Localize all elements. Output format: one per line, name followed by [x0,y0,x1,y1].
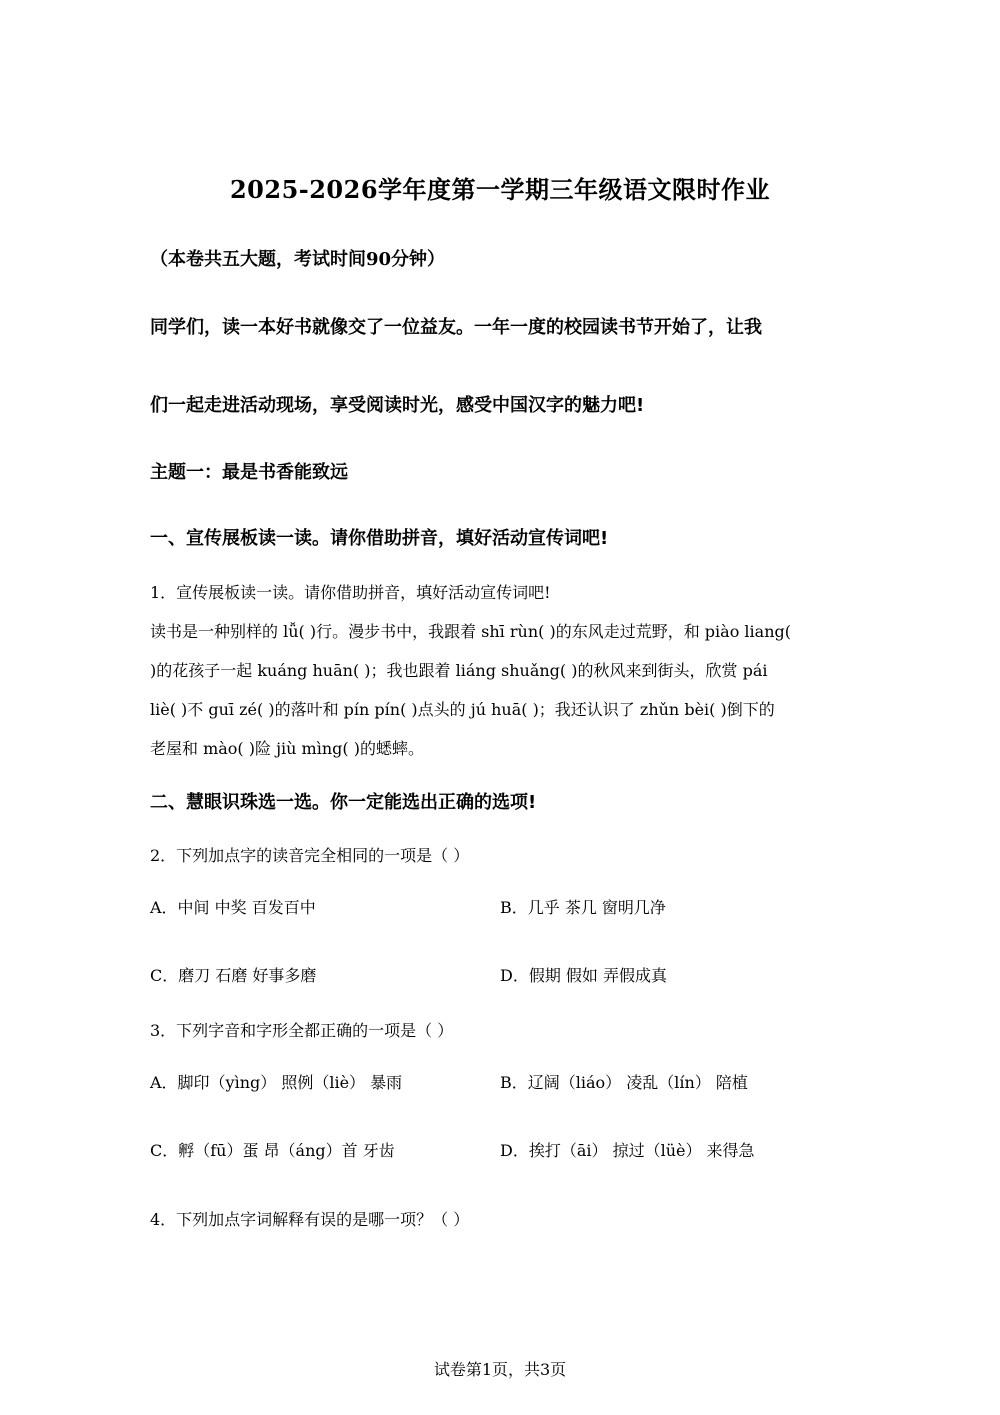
exam-subtitle: （本卷共五大题，考试时间90分钟） [150,249,446,270]
question-1-line-1: 读书是一种别样的 lǚ( )行。漫步书中，我跟着 shī rùn( )的东风走过荒野，和 piào liang( [150,622,791,641]
question-2-stem: 2．下列加点字的读音完全相同的一项是（ ） [150,846,470,865]
question-1-line-3: liè( )不 guī zé( )的落叶和 pín pín( )点头的 jú huā( )；我还认识了 zhǔn bèi( )倒下的 [150,700,775,719]
page-title: 2025-2026学年度第一学期三年级语文限时作业 [229,175,771,204]
question-2-option-c: C．磨刀 石磨 好事多磨 [150,966,317,985]
page-footer: 试卷第1页，共3页 [433,1360,567,1379]
question-3-option-d: D．挨打（āi） 掠过（lüè） 来得急 [500,1141,755,1160]
intro-line-1: 同学们，读一本好书就像交了一位益友。一年一度的校园读书节开始了，让我 [150,317,762,338]
section-1-heading: 一、宣传展板读一读。请你借助拼音，填好活动宣传词吧! [150,528,609,549]
theme-heading: 主题一：最是书香能致远 [150,462,348,483]
question-2-option-a: A．中间 中奖 百发百中 [150,898,316,917]
question-2-option-d: D．假期 假如 弄假成真 [500,966,668,985]
question-4-stem: 4．下列加点字词解释有误的是哪一项？（ ） [150,1210,470,1229]
question-1-stem: 1．宣传展板读一读。请你借助拼音，填好活动宣传词吧! [150,583,551,602]
question-3-option-c: C．孵（fū）蛋 昂（áng）首 牙齿 [150,1141,395,1160]
question-3-stem: 3．下列字音和字形全都正确的一项是（ ） [150,1021,454,1040]
question-2-option-b: B．几乎 茶几 窗明几净 [500,898,666,917]
question-1-line-2: )的花孩子一起 kuáng huān( )；我也跟着 liáng shuǎng( )的秋风来到街头，欣赏 pái [150,661,768,680]
question-3-option-a: A．脚印（yìng） 照例（liè） 暴雨 [150,1073,403,1092]
question-1-line-4: 老屋和 mào( )险 jiù mìng( )的蟋蟀。 [150,739,424,758]
intro-line-2: 们一起走进活动现场，享受阅读时光，感受中国汉字的魅力吧! [150,395,645,416]
section-2-heading: 二、慧眼识珠选一选。你一定能选出正确的选项! [150,792,537,813]
question-3-option-b: B．辽阔（liáo） 凌乱（lín） 陪植 [500,1073,748,1092]
